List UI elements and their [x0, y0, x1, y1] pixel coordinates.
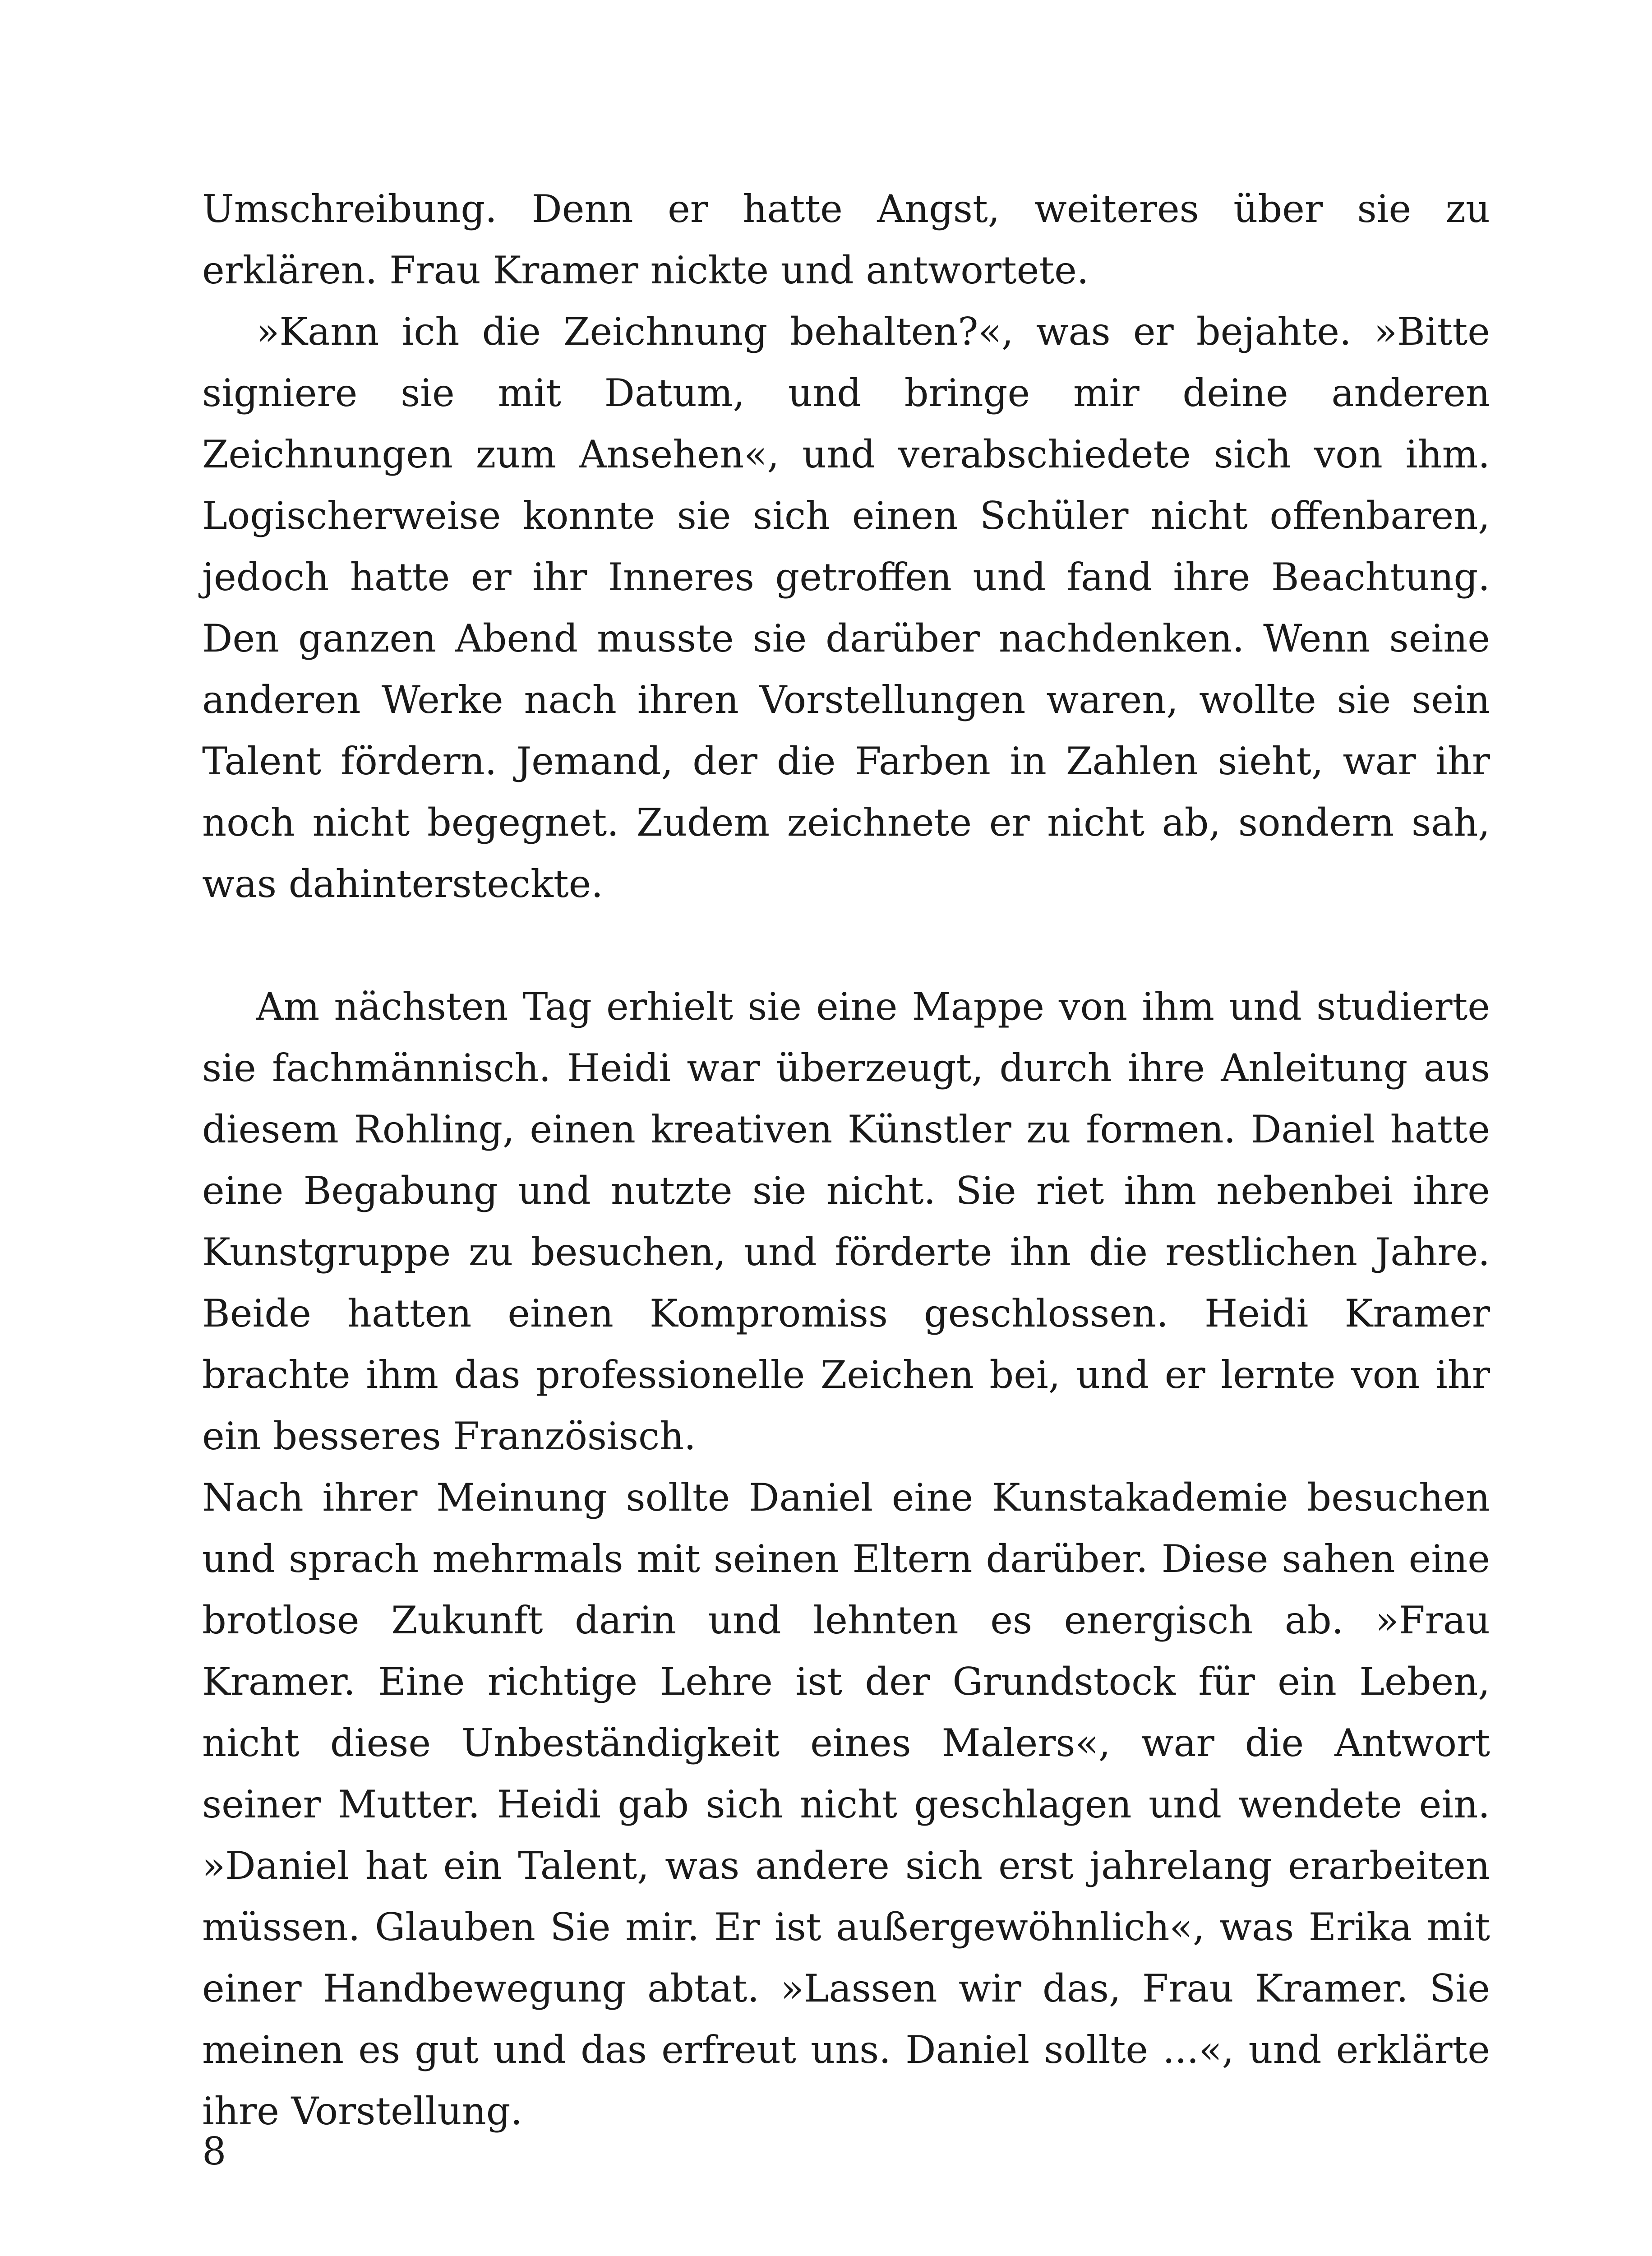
page-number: 8 [202, 2129, 226, 2173]
body-text [202, 178, 1490, 2142]
paragraph-2: »Kann ich die Zeichnung behalten?«, was er bejahte. »Bitte signiere sie mit Datum, und bringe mir deine anderen Zeichnungen zum Ansehen«, und verabschiedete sich von ihm. Logischerweise konnte sie sich einen Schüler nicht offenbaren, jedoch hatte er ihr Inneres getroffen und fand ihre Beachtung. Den ganzen Abend musste sie darüber nachdenken. Wenn seine anderen Werke nach ihren Vorstellungen waren, wollte sie sein Talent fördern. Jemand, der die Farben in Zahlen sieht, war ihr noch nicht begegnet. Zudem zeichnete er nicht ab, sondern sah, was dahintersteckte. [202, 310, 1490, 906]
paragraph-3: Am nächsten Tag erhielt sie eine Mappe von ihm und studierte sie fachmännisch. Heidi war überzeugt, durch ihre Anleitung aus diesem Rohling, einen kreativen Künstler zu formen. Daniel hatte eine Begabung und nutzte sie nicht. Sie riet ihm nebenbei ihre Kunstgruppe zu besuchen, und förderte ihn die restlichen Jahre. Beide hatten einen Kompromiss geschlossen. Heidi Kramer brachte ihm das professionelle Zeichen bei, und er lernte von ihr ein besseres Französisch. [202, 985, 1490, 1458]
paragraph-4: Nach ihrer Meinung sollte Daniel eine Kunstakademie besuchen und sprach mehrmals mit seinen Eltern darüber. Diese sahen eine brotlose Zukunft darin und lehnten es energisch ab. »Frau Kramer. Eine richtige Lehre ist der Grundstock für ein Leben, nicht diese Unbeständigkeit eines Malers«, war die Antwort seiner Mutter. Heidi gab sich nicht geschlagen und wendete ein. »Daniel hat ein Talent, was andere sich erst jahrelang erarbeiten müssen. Glauben Sie mir. Er ist außergewöhnlich«, was Erika mit einer Handbewegung abtat. »Lassen wir das, Frau Kramer. Sie meinen es gut und das erfreut uns. Daniel sollte ...«, und erklärte ihre Vorstellung. [202, 1475, 1490, 2133]
paragraph-1: Umschreibung. Denn er hatte Angst, weiteres über sie zu erklären. Frau Kramer nickte und antwortete. [202, 187, 1490, 292]
